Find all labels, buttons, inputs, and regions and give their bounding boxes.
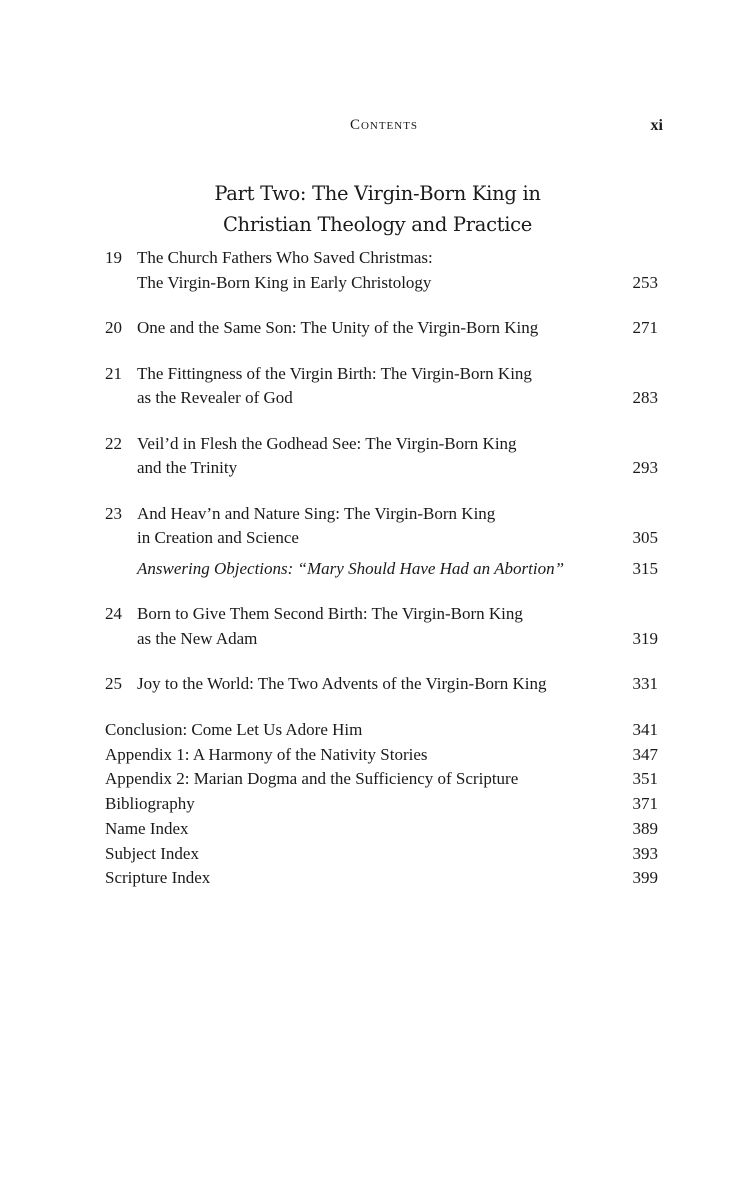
back-matter-page-number: 351	[632, 769, 658, 789]
chapter-page-number: 293	[632, 458, 658, 477]
back-matter-title: Scripture Index	[105, 868, 211, 888]
chapter-number: 19	[105, 248, 122, 267]
back-matter-page-number: 393	[632, 843, 658, 863]
chapter-page-number: 331	[632, 674, 658, 693]
chapter-page-number: 283	[632, 388, 658, 407]
back-matter-page-number: 399	[632, 868, 658, 888]
back-matter-scripture-index	[105, 866, 658, 891]
back-matter-appendix-1	[105, 743, 658, 768]
toc-entry-chapter-22	[105, 432, 658, 481]
toc-entry-chapter-20	[105, 316, 658, 341]
back-matter-title: Conclusion: Come Let Us Adore Him	[105, 720, 363, 739]
back-matter-page-number: 389	[632, 818, 658, 838]
back-matter-appendix-2	[105, 767, 658, 792]
toc-entry-chapter-19	[105, 246, 658, 295]
back-matter-page-number: 341	[632, 720, 658, 739]
back-matter-page-number: 347	[632, 744, 658, 764]
toc-entry-chapter-21	[105, 362, 658, 411]
chapter-number: 21	[105, 363, 122, 383]
toc-entry-chapter-24	[105, 602, 658, 651]
back-matter-name-index	[105, 817, 658, 842]
chapter-number: 20	[105, 318, 122, 337]
chapter-title-line-1: Joy to the World: The Two Advents of the Virgin-Born King	[137, 674, 547, 693]
back-matter-page-number: 371	[632, 794, 658, 814]
part-heading-line-1: Part Two: The Virgin-Born King in	[214, 182, 541, 205]
chapter-title-line-2: in Creation and Science	[137, 528, 299, 547]
back-matter-list	[105, 718, 658, 891]
chapter-number: 24	[105, 604, 122, 623]
chapter-title-line-2: and the Trinity	[137, 458, 238, 477]
part-heading	[0, 178, 755, 240]
toc-entry-chapter-25	[105, 672, 658, 697]
back-matter-conclusion	[105, 718, 658, 743]
chapter-title-line-1: The Church Fathers Who Saved Christmas:	[137, 248, 433, 267]
part-heading-line-2: Christian Theology and Practice	[222, 213, 533, 236]
back-matter-title: Appendix 1: A Harmony of the Nativity Stories	[105, 744, 428, 764]
subentry-page-number: 315	[632, 558, 658, 578]
chapter-page-number: 305	[632, 528, 658, 547]
chapter-title-line-1: Veil’d in Flesh the Godhead See: The Virgin-Born King	[137, 433, 517, 453]
subentry-title: Answering Objections: “Mary Should Have Had an Abortion”	[137, 558, 565, 578]
chapter-page-number: 271	[632, 318, 658, 337]
running-title: Contents	[349, 117, 419, 133]
back-matter-title: Appendix 2: Marian Dogma and the Sufficiency of Scripture	[105, 769, 519, 789]
chapter-title-line-2: as the New Adam	[137, 628, 258, 648]
running-head	[0, 117, 755, 137]
toc-entry-chapter-23	[105, 502, 658, 551]
chapter-title-line-2: The Virgin-Born King in Early Christology	[137, 272, 432, 292]
chapter-title-line-2: as the Revealer of God	[137, 388, 293, 407]
folio-page-number: xi	[650, 117, 663, 134]
back-matter-bibliography	[105, 792, 658, 817]
chapter-title-line-1: Born to Give Them Second Birth: The Virgin-Born King	[137, 604, 523, 623]
chapter-number: 23	[105, 503, 122, 523]
table-of-contents	[105, 246, 658, 697]
chapter-page-number: 253	[632, 272, 658, 292]
back-matter-title: Name Index	[105, 818, 189, 838]
chapter-page-number: 319	[632, 628, 658, 648]
back-matter-title: Bibliography	[105, 794, 195, 814]
chapter-title-line-1: One and the Same Son: The Unity of the Virgin-Born King	[137, 318, 539, 337]
back-matter-title: Subject Index	[105, 843, 199, 863]
toc-subentry-answering-objections	[105, 557, 658, 582]
chapter-number: 25	[105, 674, 122, 693]
chapter-title-line-1: The Fittingness of the Virgin Birth: The Virgin-Born King	[137, 363, 532, 383]
back-matter-subject-index	[105, 842, 658, 867]
chapter-title-line-1: And Heav’n and Nature Sing: The Virgin-Born King	[137, 503, 496, 523]
chapter-number: 22	[105, 433, 122, 453]
